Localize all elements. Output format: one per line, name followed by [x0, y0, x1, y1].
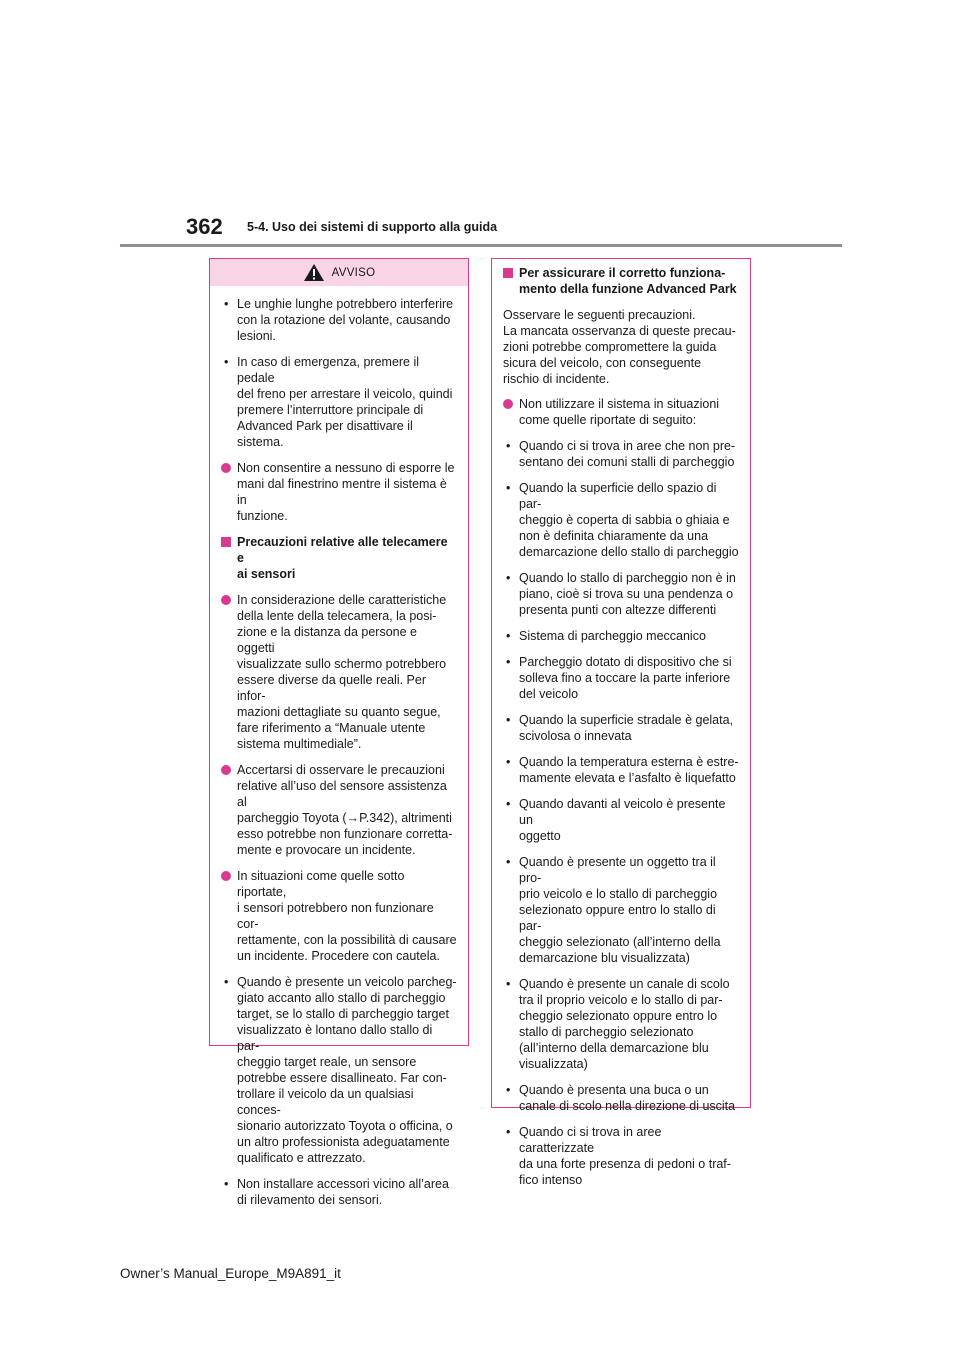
- precaution-item-text: Sistema di parcheggio meccanico: [519, 629, 706, 643]
- warning-dot-item: [221, 762, 457, 858]
- circle-bullet-icon: [503, 399, 513, 409]
- precautions-items: [503, 265, 739, 1188]
- precautions-box: [491, 258, 751, 1187]
- square-bullet-icon: [221, 537, 231, 547]
- warning-bullet-item: [221, 974, 457, 1166]
- precaution-square-item: [503, 265, 739, 297]
- precaution-item-text: Quando ci si trova in aree che non pre- sentano dei comuni stalli di parcheggio: [519, 439, 736, 469]
- precaution-item-text: Per assicurare il corretto funziona- mento della funzione Advanced Park: [519, 266, 737, 296]
- warning-label: AVVISO: [331, 266, 376, 279]
- warning-item-text: Le unghie lunghe potrebbero interferire con la rotazione del volante, causando lesioni.: [237, 297, 454, 343]
- warning-item-text: Accertarsi di osservare le precauzioni relative all’uso del sensore assistenza al parcheggio Toyota (→P.342), altrimenti esso potrebbe non funzionare corretta- mente e provocare un incidente.: [237, 763, 453, 857]
- precaution-bullet-item: [503, 438, 739, 470]
- warning-triangle-icon: [303, 263, 325, 282]
- circle-bullet-icon: [221, 595, 231, 605]
- precaution-item-text: Osservare le seguenti precauzioni. La mancata osservanza di queste precau- zioni potrebbe compromettere la guida sicura del veicolo, con conseguente rischio di incidente.: [503, 308, 736, 386]
- warning-header: [210, 259, 468, 286]
- precaution-item-text: Quando lo stallo di parcheggio non è in piano, cioè si trova su una pendenza o presenta punti con altezze differenti: [519, 571, 736, 617]
- precaution-bullet-item: [503, 480, 739, 560]
- precaution-bullet-item: [503, 628, 739, 644]
- warning-box: [209, 258, 469, 1207]
- precaution-bullet-item: [503, 1082, 739, 1114]
- precaution-bullet-item: [503, 654, 739, 702]
- precaution-item-text: Quando la superficie dello spazio di par- cheggio è coperta di sabbia o ghiaia e non è definita chiaramente da una demarcazione dello stallo di parcheggio: [519, 481, 739, 559]
- precaution-item-text: Parcheggio dotato di dispositivo che si solleva fino a toccare la parte inferiore del veicolo: [519, 655, 732, 701]
- precaution-dot-item: [503, 396, 739, 428]
- warning-dot-item: [221, 460, 457, 524]
- warning-item-text: In considerazione delle caratteristiche della lente della telecamera, la posi- zione e la distanza da persone e oggetti visualizzate sullo schermo potrebbero essere diverse da quelle reali. Per infor- mazioni dettagliate su quanto segue, fare riferimento a “Manuale utente sistema multimediale”.: [237, 593, 447, 751]
- precaution-plain-item: [503, 307, 739, 387]
- precaution-bullet-item: [503, 754, 739, 786]
- precaution-item-text: Quando la temperatura esterna è estre- mamente elevata e l’asfalto è liquefatto: [519, 755, 739, 785]
- precaution-item-text: Quando è presente un canale di scolo tra il proprio veicolo e lo stallo di par- cheggio selezionato oppure entro lo stallo di parcheggio selezionato (all’interno della demarcazione blu visualizzata): [519, 977, 730, 1071]
- warning-square-item: [221, 534, 457, 582]
- precaution-bullet-item: [503, 796, 739, 844]
- circle-bullet-icon: [221, 765, 231, 775]
- precaution-item-text: Quando la superficie stradale è gelata, scivolosa o innevata: [519, 713, 734, 743]
- warning-item-text: In caso di emergenza, premere il pedale del freno per arrestare il veicolo, quindi premere l’interruttore principale di Advanced Park per disattivare il sistema.: [237, 355, 453, 449]
- warning-bullet-item: [221, 354, 457, 450]
- section-title: 5-4. Uso dei sistemi di supporto alla guida: [247, 220, 498, 234]
- warning-item-text: Precauzioni relative alle telecamere e ai sensori: [237, 535, 448, 581]
- precaution-item-text: Quando è presente un oggetto tra il pro- prio veicolo e lo stallo di parcheggio selezionato oppure entro lo stallo di par- cheggio selezionato (all’interno della demarcazione blu visualizzata): [519, 855, 721, 965]
- warning-item-text: Quando è presente un veicolo parcheg- giato accanto allo stallo di parcheggio target, se lo stallo di parcheggio target visualizzato è lontano dallo stallo di par- cheggio target reale, un sensore potrebbe essere disallineato. Far con- trollare il veicolo da un qualsiasi conces- sionario autorizzato Toyota o officina, o un altro professionista adeguatamente qualificato e attrezzato.: [237, 975, 457, 1165]
- precaution-bullet-item: [503, 712, 739, 744]
- precaution-item-text: Quando è presenta una buca o un canale di scolo nella direzione di uscita: [519, 1083, 736, 1113]
- precaution-item-text: Quando ci si trova in aree caratterizzate da una forte presenza di pedoni o traf- fico intenso: [519, 1125, 731, 1187]
- warning-items: [221, 296, 457, 1208]
- precaution-item-text: Quando davanti al veicolo è presente un oggetto: [519, 797, 726, 843]
- circle-bullet-icon: [221, 463, 231, 473]
- page-number: 362: [186, 214, 223, 239]
- circle-bullet-icon: [221, 871, 231, 881]
- precaution-bullet-item: [503, 570, 739, 618]
- warning-item-text: Non consentire a nessuno di esporre le mani dal finestrino mentre il sistema è in funzione.: [237, 461, 455, 523]
- warning-dot-item: [221, 868, 457, 964]
- footer-text: Owner’s Manual_Europe_M9A891_it: [120, 1266, 341, 1281]
- warning-bullet-item: [221, 296, 457, 344]
- precaution-bullet-item: [503, 976, 739, 1072]
- warning-dot-item: [221, 592, 457, 752]
- precaution-item-text: Non utilizzare il sistema in situazioni come quelle riportate di seguito:: [519, 397, 720, 427]
- square-bullet-icon: [503, 268, 513, 278]
- warning-item-text: In situazioni come quelle sotto riportate, i sensori potrebbero non funzionare cor- rettamente, con la possibilità di causare un incidente. Procedere con cautela.: [237, 869, 457, 963]
- precaution-bullet-item: [503, 854, 739, 966]
- header-rule: [120, 244, 842, 247]
- warning-item-text: Non installare accessori vicino all’area di rilevamento dei sensori.: [237, 1177, 449, 1207]
- precaution-bullet-item: [503, 1124, 739, 1188]
- warning-bullet-item: [221, 1176, 457, 1208]
